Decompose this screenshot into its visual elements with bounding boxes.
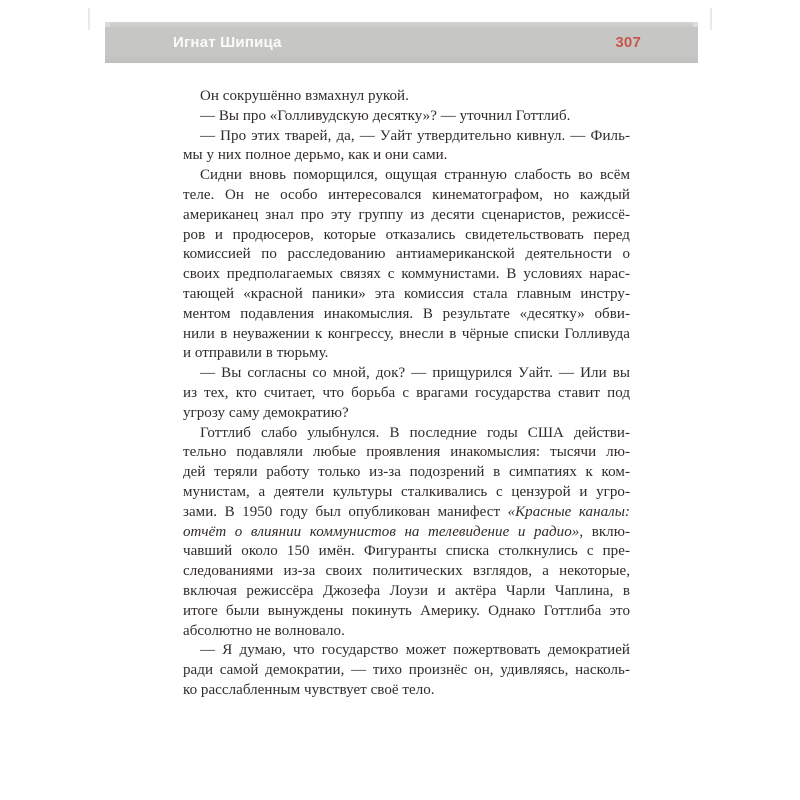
- text-line: [183, 285, 630, 305]
- text-line: [183, 127, 630, 147]
- text-line: [183, 206, 630, 226]
- text-segment: американец знал про эту группу из десяти сценаристов, режиссё-: [183, 206, 630, 223]
- text-segment: , вклю-: [579, 523, 630, 540]
- text-line: [183, 166, 630, 186]
- text-line: [183, 463, 630, 483]
- paragraph: [183, 424, 630, 642]
- page-text: [183, 87, 630, 701]
- text-line: [183, 186, 630, 206]
- text-segment: ради самой демократии, — тихо произнёс он, удивляясь, насколь-: [183, 662, 630, 679]
- text-line: [183, 661, 630, 681]
- header-corner-notch-left: [105, 22, 110, 27]
- text-segment: из тех, кто считает, что борьба с врагами государства ставит под: [183, 384, 630, 401]
- text-segment: зами. В 1950 году был опубликован манифест: [183, 503, 508, 520]
- text-segment: включая режиссёра Джозефа Лоузи и актёра Чарли Чаплина, в: [183, 582, 630, 599]
- header-corner-notch-right: [693, 22, 698, 27]
- text-segment: итоге были вынуждены покинуть Америку. Однако Готтлиба это: [183, 602, 630, 619]
- text-line: [183, 384, 630, 404]
- text-segment: следованиями из-за своих политических взглядов, а некоторые,: [183, 563, 630, 580]
- paragraph: [183, 364, 630, 423]
- italic-text-segment: «Красные каналы:: [507, 503, 630, 520]
- text-segment: абсолютно не волновало.: [183, 622, 345, 639]
- text-line: [183, 364, 630, 384]
- text-line: [183, 503, 630, 523]
- text-segment: чавший около 150 имён. Фигуранты списка столкнулись с пре-: [183, 543, 630, 560]
- text-line: [183, 542, 630, 562]
- text-line: [183, 245, 630, 265]
- running-head-author: Игнат Шипица: [173, 34, 282, 51]
- text-segment: комиссией по расследованию антиамериканской деятельности о: [183, 246, 630, 263]
- text-line: [183, 622, 630, 642]
- text-line: [183, 146, 630, 166]
- text-segment: дей теряли работу только из-за подозрений в симпатиях к ком-: [183, 464, 630, 481]
- paragraph: [183, 87, 630, 107]
- paragraph: [183, 641, 630, 700]
- page-edge-mark-left: [88, 8, 90, 30]
- text-line: [183, 424, 630, 444]
- text-segment: ко расслабленным чувствует своё тело.: [183, 681, 435, 698]
- text-line: [183, 443, 630, 463]
- text-segment: Сидни вновь поморщился, ощущая странную слабость во всём: [200, 167, 630, 184]
- text-segment: — Вы про «Голливудскую десятку»? — уточнил Готтлиб.: [200, 107, 571, 124]
- text-line: [183, 226, 630, 246]
- text-line: [183, 325, 630, 345]
- text-segment: мунистам, а деятели культуры сталкивались с цензурой и угро-: [183, 483, 630, 500]
- text-segment: — Я думаю, что государство может пожертвовать демократией: [200, 642, 630, 659]
- paragraph: [183, 127, 630, 167]
- italic-text-segment: отчёт о влиянии коммунистов на телевидение и радио»: [183, 523, 580, 540]
- text-line: [183, 483, 630, 503]
- text-line: [183, 582, 630, 602]
- text-line: [183, 681, 630, 701]
- text-line: [183, 344, 630, 364]
- page-edge-mark-right: [710, 8, 712, 30]
- text-segment: — Про этих тварей, да, — Уайт утвердительно кивнул. — Филь-: [200, 127, 630, 144]
- text-line: [183, 562, 630, 582]
- paragraph: [183, 166, 630, 364]
- text-segment: ментом подавления инакомыслия. В результате «десятку» обви-: [183, 305, 630, 322]
- text-segment: угрозу саму демократию?: [183, 404, 349, 421]
- text-segment: тающей «красной паники» эта комиссия стала главным инстру-: [183, 285, 630, 302]
- text-line: [183, 87, 630, 107]
- text-segment: теле. Он не особо интересовался кинематографом, но каждый: [183, 186, 630, 203]
- page-number: 307: [615, 34, 641, 51]
- text-segment: мы у них полное дерьмо, как и они сами.: [183, 147, 448, 164]
- text-line: [183, 107, 630, 127]
- text-segment: своих предполагаемых связях с коммунистами. В условиях нарас-: [183, 266, 630, 283]
- text-segment: Готтлиб слабо улыбнулся. В последние годы США действи-: [200, 424, 630, 441]
- text-line: [183, 641, 630, 661]
- text-line: [183, 523, 630, 543]
- text-segment: — Вы согласны со мной, док? — прищурился Уайт. — Или вы: [200, 365, 630, 382]
- paragraph: [183, 107, 630, 127]
- text-segment: Он сокрушённо взмахнул рукой.: [200, 88, 409, 104]
- text-line: [183, 602, 630, 622]
- text-segment: тельно подавляли любые проявления инакомыслия: тысячи лю-: [183, 444, 630, 461]
- running-header: [105, 22, 698, 63]
- text-line: [183, 404, 630, 424]
- text-line: [183, 265, 630, 285]
- text-segment: нили в неуважении к конгрессу, внесли в чёрные списки Голливуда: [183, 325, 630, 342]
- text-line: [183, 305, 630, 325]
- text-segment: ров и продюсеров, которые отказались свидетельствовать перед: [183, 226, 630, 243]
- text-segment: и отправили в тюрьму.: [183, 345, 329, 362]
